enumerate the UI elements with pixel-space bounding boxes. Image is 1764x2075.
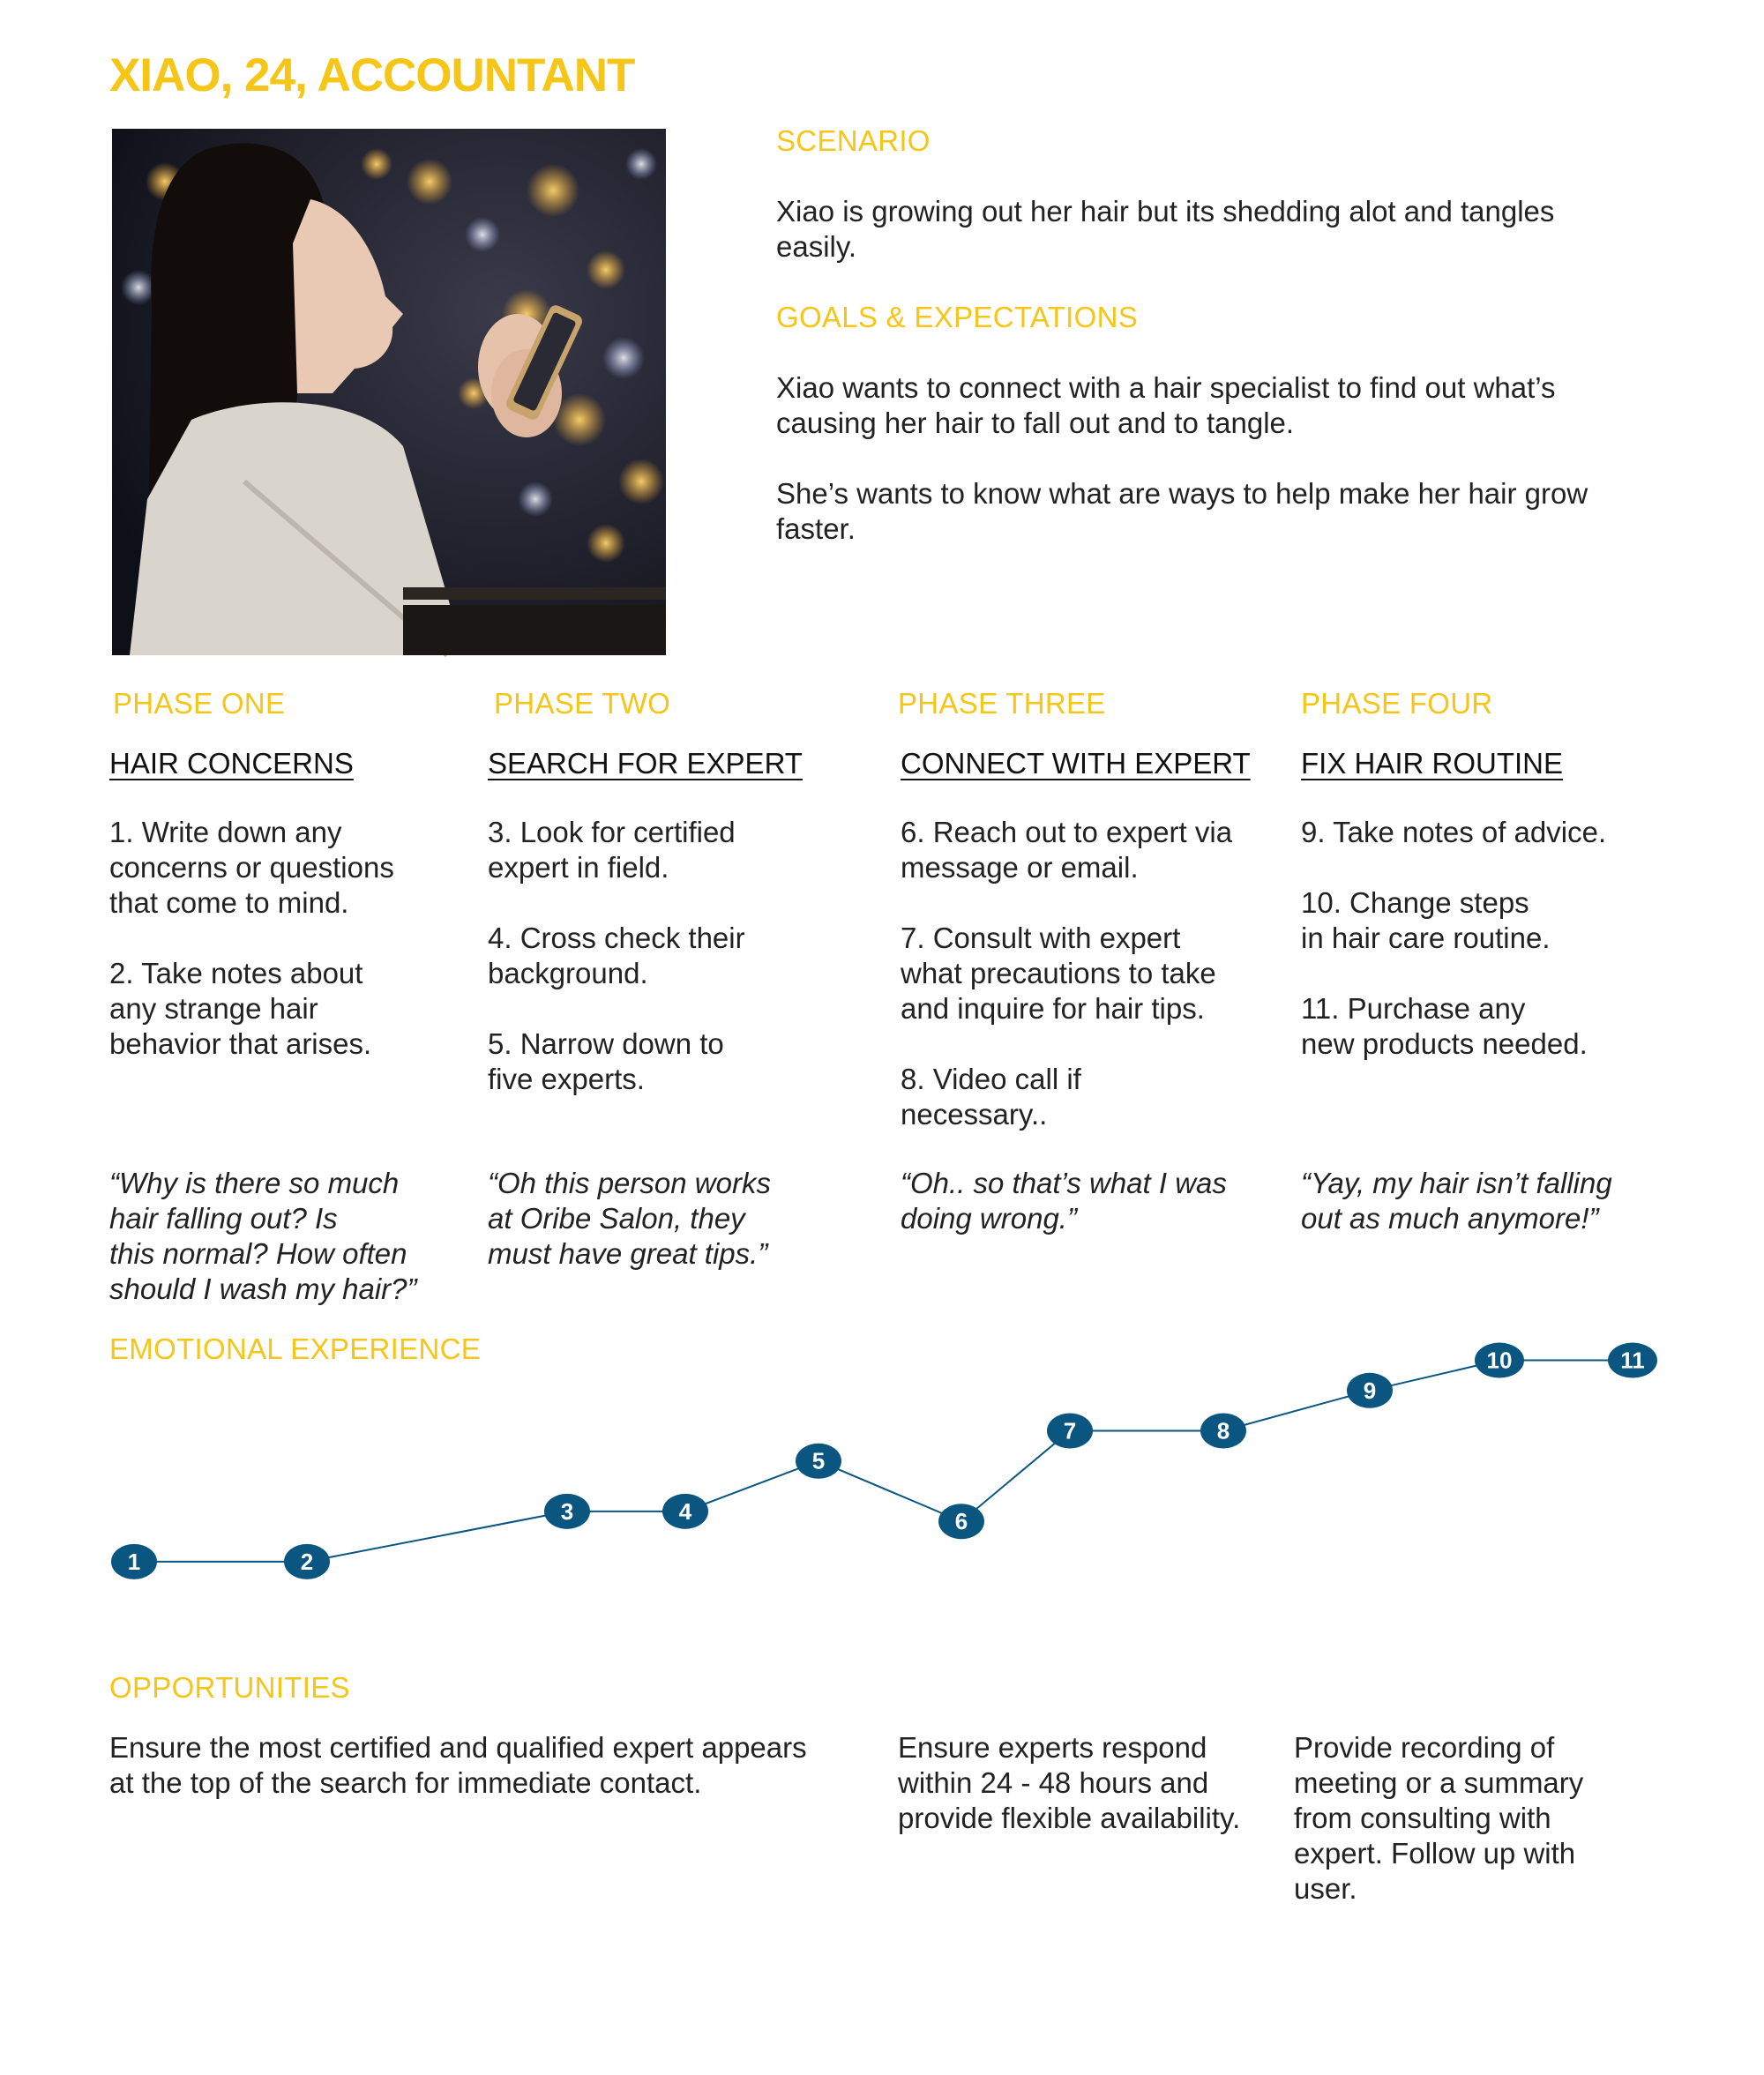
emotion-node (1347, 1373, 1393, 1408)
emotion-node (284, 1544, 330, 1579)
emotion-node-label: 1 (127, 1548, 141, 1575)
phase-three-label: PHASE THREE (898, 687, 1106, 720)
phase-four-steps: 9. Take notes of advice. 10. Change steps in hair care routine. 11. Purchase any new products needed. (1301, 816, 1607, 1060)
emotion-node (1475, 1343, 1524, 1378)
emotion-node-label: 3 (560, 1497, 574, 1525)
opportunity-3: Provide recording of meeting or a summary from consulting with expert. Follow up with user. (1294, 1731, 1584, 1905)
emotion-node (1608, 1343, 1657, 1378)
emotion-node-label: 9 (1363, 1377, 1377, 1404)
emotion-node (111, 1544, 157, 1579)
emotion-node-label: 7 (1063, 1417, 1077, 1444)
emotion-node (544, 1494, 590, 1529)
phase-two-label: PHASE TWO (494, 687, 671, 720)
emotion-node-label: 6 (954, 1508, 968, 1535)
phase-four-heading: FIX HAIR ROUTINE (1301, 747, 1564, 780)
emotional-experience-label: EMOTIONAL EXPERIENCE (109, 1332, 482, 1365)
emotion-node-label: 4 (678, 1497, 692, 1525)
phase-three-heading: CONNECT WITH EXPERT (901, 747, 1251, 780)
emotion-line (134, 1361, 1633, 1562)
phase-four-label: PHASE FOUR (1301, 687, 1493, 720)
phase-two-heading: SEARCH FOR EXPERT (488, 747, 803, 780)
phase-one-label: PHASE ONE (113, 687, 286, 720)
goals-label: GOALS & EXPECTATIONS (776, 301, 1139, 333)
phase-three-quote: “Oh.. so that’s what I was doing wrong.” (901, 1167, 1227, 1235)
goals-text-2: She’s wants to know what are ways to help make her hair grow faster. (776, 477, 1588, 545)
opportunities-label: OPPORTUNITIES (109, 1671, 350, 1704)
emotion-node-label: 10 (1486, 1347, 1513, 1374)
emotion-node-label: 11 (1620, 1347, 1645, 1374)
phase-four-quote: “Yay, my hair isn’t falling out as much anymore!” (1301, 1167, 1612, 1235)
scenario-text: Xiao is growing out her hair but its shedding alot and tangles easily. (776, 195, 1555, 263)
phase-two-steps: 3. Look for certified expert in field. 4. Cross check their background. 5. Narrow down to five experts. (488, 816, 745, 1095)
opportunity-1: Ensure the most certified and qualified expert appears at the top of the search for immediate contact. (109, 1731, 807, 1799)
persona-photo (112, 129, 666, 655)
emotion-node (662, 1494, 708, 1529)
goals-text-1: Xiao wants to connect with a hair specialist to find out what’s causing her hair to fall out and to tangle. (776, 371, 1556, 439)
phase-one-quote: “Why is there so much hair falling out? Is this normal? How often should I wash my hair?” (109, 1167, 417, 1305)
scenario-label: SCENARIO (776, 124, 931, 157)
phase-one-heading: HAIR CONCERNS (109, 747, 354, 780)
phase-two-quote: “Oh this person works at Oribe Salon, they must have great tips.” (488, 1167, 771, 1270)
emotion-node (1200, 1413, 1246, 1448)
emotion-node-label: 2 (300, 1548, 314, 1575)
emotion-node (938, 1504, 984, 1539)
phase-one-steps: 1. Write down any concerns or questions that come to mind. 2. Take notes about any strange hair behavior that arises. (109, 816, 394, 1060)
emotion-node (796, 1444, 841, 1479)
opportunity-2: Ensure experts respond within 24 - 48 hours and provide flexible availability. (898, 1731, 1241, 1834)
emotion-node-label: 5 (811, 1447, 826, 1474)
emotion-node-label: 8 (1216, 1417, 1230, 1444)
persona-title: XIAO, 24, ACCOUNTANT (109, 49, 635, 101)
phase-three-steps: 6. Reach out to expert via message or email. 7. Consult with expert what precautions to take and inquire for hair tips. 8. Video call if necessary.. (901, 816, 1233, 1131)
emotion-node (1047, 1413, 1093, 1448)
